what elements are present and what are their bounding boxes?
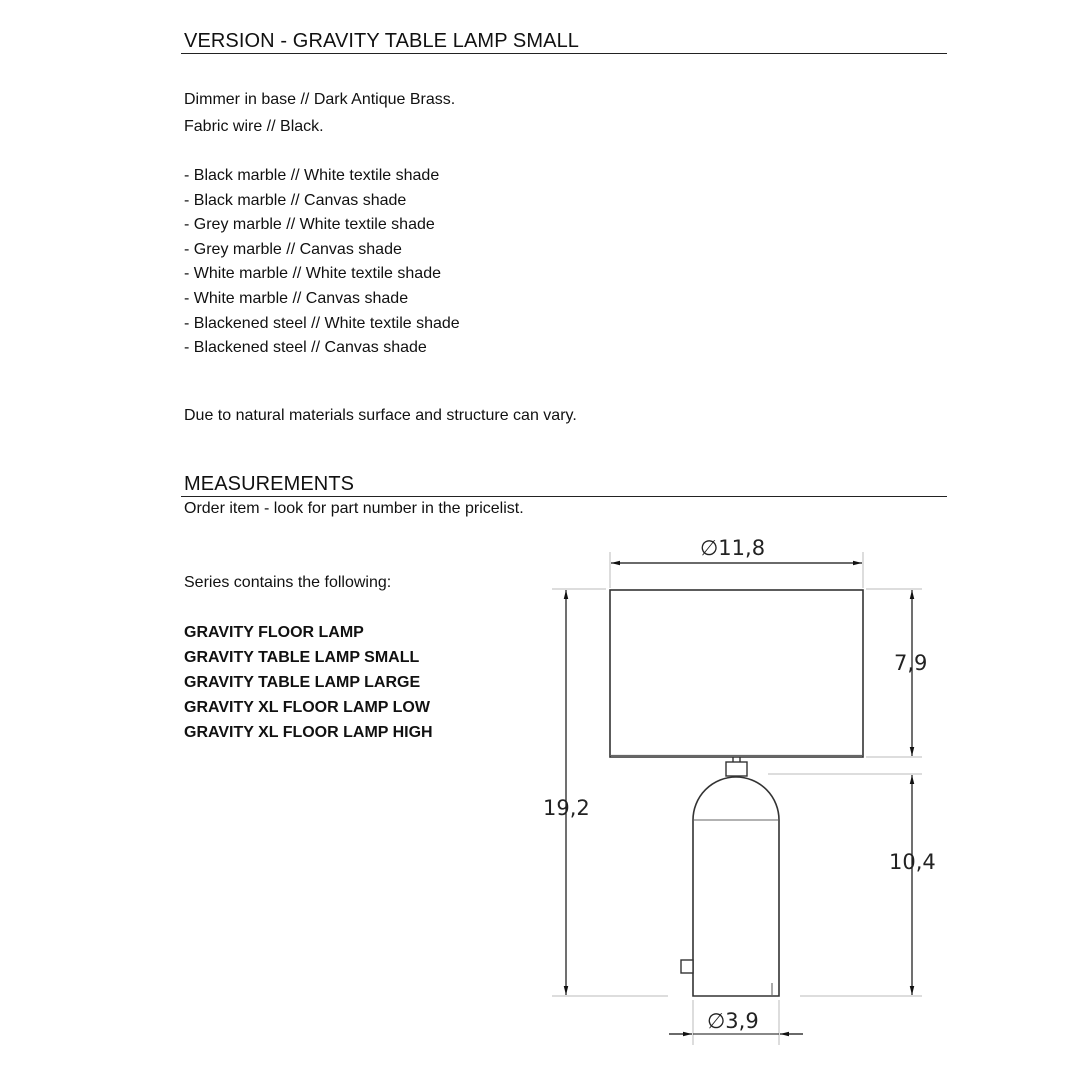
total-height-label: 19,2 <box>543 796 590 820</box>
base-height-label: 10,4 <box>889 850 936 874</box>
version-title: VERSION - GRAVITY TABLE LAMP SMALL <box>184 30 580 52</box>
base-diameter-label: ∅3,9 <box>707 1009 759 1033</box>
variant-item: - White marble // Canvas shade <box>184 289 409 307</box>
variant-item: - Grey marble // White textile shade <box>184 216 435 234</box>
series-item: GRAVITY XL FLOOR LAMP LOW <box>184 699 430 716</box>
lamp-shade <box>610 590 863 757</box>
lamp-base <box>693 777 779 996</box>
series-intro: Series contains the following: <box>184 574 392 591</box>
series-item: GRAVITY FLOOR LAMP <box>184 624 364 641</box>
dimmer-knob <box>681 960 693 973</box>
shade-diameter-label: ∅11,8 <box>700 536 766 560</box>
shade-height-label: 7,9 <box>894 651 928 675</box>
order-note: Order item - look for part number in the pricelist. <box>184 500 524 517</box>
spec-line-dimmer: Dimmer in base // Dark Antique Brass. <box>184 91 456 108</box>
measurements-title: MEASUREMENTS <box>184 473 355 495</box>
variant-item: - White marble // White textile shade <box>184 265 441 283</box>
series-item: GRAVITY TABLE LAMP SMALL <box>184 649 420 666</box>
series-item: GRAVITY XL FLOOR LAMP HIGH <box>184 724 433 741</box>
variant-item: - Black marble // Canvas shade <box>184 191 407 209</box>
spec-line-wire: Fabric wire // Black. <box>184 118 324 135</box>
variant-item: - Black marble // White textile shade <box>184 167 440 184</box>
series-item: GRAVITY TABLE LAMP LARGE <box>184 674 421 691</box>
variant-item: - Grey marble // Canvas shade <box>184 240 402 258</box>
materials-note: Due to natural materials surface and structure can vary. <box>184 407 577 424</box>
lamp-socket <box>726 762 747 776</box>
variant-item: - Blackened steel // White textile shade <box>184 314 460 332</box>
variant-item: - Blackened steel // Canvas shade <box>184 339 427 357</box>
